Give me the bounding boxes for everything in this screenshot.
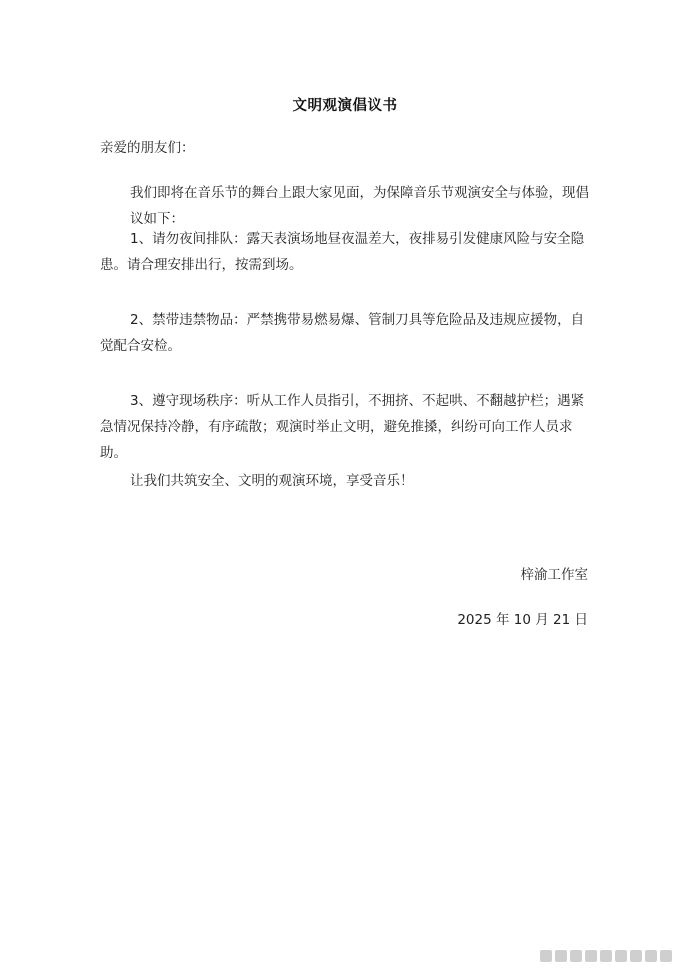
signature: 梓渝工作室 bbox=[520, 567, 588, 583]
proposal-item-3: 3、遵守现场秩序：听从工作人员指引，不拥挤、不起哄、不翻越护栏；遇紧急情况保持冷静，有序疏散；观演时举止文明，避免推搡，纠纷可向工作人员求助。 bbox=[100, 393, 585, 461]
watermark-icon bbox=[522, 950, 672, 964]
proposal-item-2: 2、禁带违禁物品：严禁携带易燃易爆、管制刀具等危险品及违规应援物，自觉配合安检。 bbox=[100, 312, 585, 354]
intro-paragraph: 我们即将在音乐节的舞台上跟大家见面，为保障音乐节观演安全与体验，现倡议如下： bbox=[130, 185, 589, 227]
closing-paragraph: 让我们共筑安全、文明的观演环境，享受音乐！ bbox=[130, 473, 414, 489]
greeting: 亲爱的朋友们： bbox=[100, 140, 195, 156]
proposal-item-1: 1、请勿夜间排队：露天表演场地昼夜温差大，夜排易引发健康风险与安全隐患。请合理安排出行，按需到场。 bbox=[100, 231, 585, 273]
document-date: 2025 年 10 月 21 日 bbox=[457, 612, 588, 628]
document-title: 文明观演倡议书 bbox=[292, 98, 398, 114]
